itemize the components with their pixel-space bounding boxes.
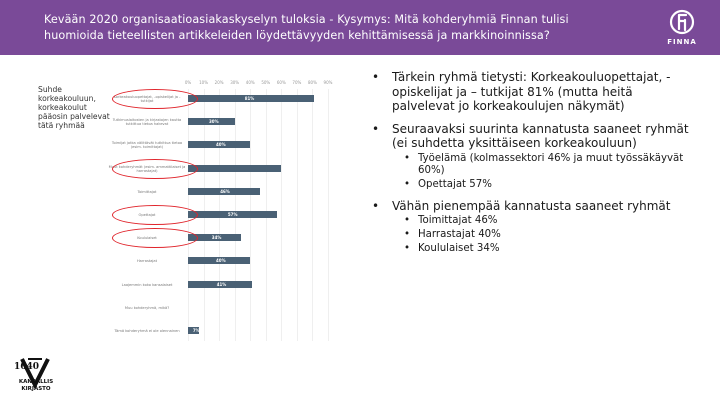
finna-logo-text: FINNA bbox=[667, 38, 697, 46]
bullet-text: Opettajat 57% bbox=[418, 178, 492, 190]
bar-value-label: 81% bbox=[244, 96, 255, 101]
chart-row bbox=[108, 300, 334, 316]
chart-row bbox=[108, 137, 334, 153]
sub-bullet-item bbox=[366, 243, 696, 255]
x-tick-label: 20% bbox=[214, 80, 224, 85]
bar-value-label: 40% bbox=[216, 258, 226, 264]
survey-bar-chart bbox=[38, 75, 338, 345]
x-tick-label: 70% bbox=[292, 80, 302, 85]
bullet-dot: • bbox=[404, 243, 411, 254]
bar-value-label: 34% bbox=[211, 235, 222, 241]
bullet-dot: • bbox=[372, 121, 380, 136]
library-name: KANSALLIS KIRJASTO bbox=[18, 379, 54, 392]
bullet-text: Tärkein ryhmä tietysti: Korkeakouluopettajat, -opiskelijat ja – tutkijat 81% (mutta heitä palvelevat jo korkeakoulujen näkymät) bbox=[392, 70, 671, 113]
x-tick-label: 50% bbox=[261, 80, 271, 85]
category-label: Korkeakouluopettajat, -opiskelijat ja -tutkijat bbox=[113, 95, 181, 103]
bullet-text: Harrastajat 40% bbox=[418, 229, 501, 240]
bar-value-label: 57% bbox=[227, 212, 238, 217]
category-label: Opettajat bbox=[138, 213, 156, 217]
x-tick-label: 40% bbox=[245, 80, 255, 85]
sub-bullet-item bbox=[366, 179, 696, 191]
x-tick-label: 90% bbox=[323, 80, 333, 85]
sub-bullet-item bbox=[366, 153, 696, 177]
bullet-text: Seuraavaksi suurinta kannatusta saaneet ryhmät (ei suhdetta yksittäiseen korkeakouluun) bbox=[392, 121, 689, 150]
highlight-ellipse bbox=[112, 159, 198, 179]
chart-row bbox=[108, 323, 334, 339]
bar bbox=[188, 165, 281, 172]
category-label: Muut kohderyhmät (esim. ammattilaiset ja harrastajat) bbox=[108, 164, 186, 173]
x-axis-ticks bbox=[184, 80, 334, 88]
bullet-dot: • bbox=[404, 178, 411, 190]
bullet-dot: • bbox=[372, 70, 380, 84]
category-label: Tutkimuslaitosten ja kirjastojen kautta tutkittua tietoa hakevat bbox=[112, 118, 182, 127]
bar-value-label: 41% bbox=[216, 281, 227, 287]
bullet-dot: • bbox=[404, 215, 411, 226]
bullet-list bbox=[366, 70, 696, 257]
bar-value-label: 40% bbox=[216, 142, 226, 148]
x-tick-label: 60% bbox=[276, 80, 286, 85]
bullet-text: Työelämä (kolmassektori 46% ja muut työssäkäyvät 60%) bbox=[418, 152, 684, 176]
category-label: Toimijat jotka välittävät tutkittua tietoa (esim. toimittajat) bbox=[111, 141, 183, 150]
category-label: Muu kohderyhmä, mikä? bbox=[124, 305, 170, 310]
slide-header bbox=[0, 0, 720, 55]
highlight-ellipse bbox=[112, 89, 198, 109]
bar-value-label: 7% bbox=[192, 328, 200, 333]
category-label: Koululaiset bbox=[137, 236, 157, 241]
bullet-item bbox=[366, 122, 696, 151]
bullet-text: Toimittajat 46% bbox=[418, 215, 498, 226]
sub-bullet-item bbox=[366, 215, 696, 227]
bar-value-label: 30% bbox=[209, 119, 219, 125]
chart-row bbox=[108, 277, 334, 293]
chart-row bbox=[108, 253, 334, 269]
chart-row bbox=[108, 184, 334, 200]
category-label: Tämä kohderyhmä ei ole olennainen bbox=[114, 329, 180, 333]
sub-bullet-item bbox=[366, 229, 696, 241]
chart-row bbox=[108, 114, 334, 130]
category-label: Toimittajat bbox=[137, 189, 157, 194]
highlight-ellipse bbox=[112, 205, 198, 225]
x-tick-label: 80% bbox=[307, 80, 317, 85]
x-tick-label: 30% bbox=[230, 80, 240, 85]
category-label: Harrastajat bbox=[136, 259, 158, 264]
x-tick-label: 10% bbox=[199, 80, 208, 85]
library-year: 1640 bbox=[14, 362, 40, 372]
bullet-dot: • bbox=[372, 198, 380, 213]
chart-legend-text: Suhde korkeakouluun, korkeakoulut pääosin palvelevat tätä ryhmää bbox=[38, 85, 110, 130]
bullet-item bbox=[366, 199, 696, 214]
bullet-text: Vähän pienempää kannatusta saaneet ryhmät bbox=[392, 198, 671, 213]
slide-title: Kevään 2020 organisaatioasiakaskyselyn tuloksia - Kysymys: Mitä kohderyhmiä Finnan tulisi huomioida tieteellisten artikkeleiden löydettävyyden kehittämisessä ja markkinoinnissa? bbox=[44, 13, 569, 42]
bar-value-label: 46% bbox=[220, 188, 230, 194]
x-tick-label: 0% bbox=[184, 80, 192, 85]
category-label: Laajemmin koko kansalaiset bbox=[121, 282, 173, 287]
bullet-dot: • bbox=[404, 152, 411, 164]
bullet-dot: • bbox=[404, 229, 411, 240]
bullet-text: Koululaiset 34% bbox=[418, 243, 500, 254]
bullet-item bbox=[366, 70, 696, 114]
